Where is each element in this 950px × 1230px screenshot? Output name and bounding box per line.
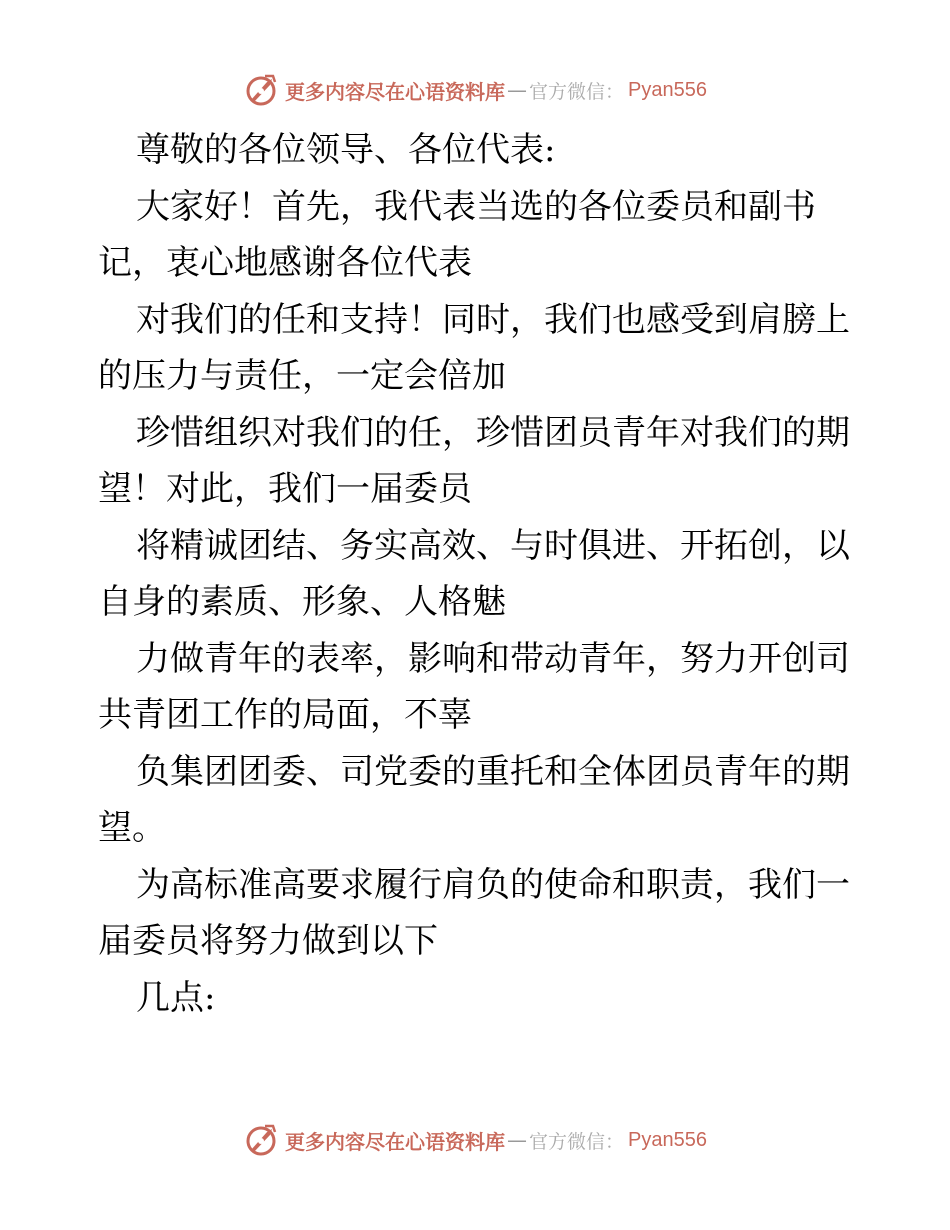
pen-nib-logo-icon: [243, 1122, 279, 1158]
paragraph-greeting: 大家好！首先，我代表当选的各位委员和副书记，衷心地感谢各位代表: [98, 186, 816, 283]
paragraph-cherish: 珍惜组织对我们的任，珍惜团员青年对我们的期望！对此，我们一届委员: [98, 412, 850, 509]
paragraph-gratitude: 对我们的任和支持！同时，我们也感受到肩膀上的压力与责任，一定会倍加: [98, 299, 850, 396]
footer-wechat-label: 官方微信：: [529, 1130, 625, 1153]
header-banner-text: 更多内容尽在心语资料库: [285, 79, 505, 104]
pen-nib-logo-icon: [243, 72, 279, 108]
header-banner-separator: —: [507, 78, 527, 102]
paragraph-expectation: 负集团团委、司党委的重托和全体团员青年的期望。: [98, 751, 850, 848]
paragraph-mission: 为高标准高要求履行肩负的使命和职责，我们一届委员将努力做到以下: [98, 864, 850, 961]
header-wechat-id: Pyan556: [628, 78, 707, 101]
paragraph-example: 力做青年的表率，影响和带动青年，努力开创司共青团工作的局面，不辜: [98, 638, 850, 735]
footer-banner: [0, 1120, 950, 1160]
footer-banner-separator: —: [507, 1128, 527, 1152]
header-banner: [0, 70, 950, 110]
paragraph-unity: 将精诚团结、务实高效、与时俱进、开拓创，以自身的素质、形象、人格魅: [98, 525, 850, 622]
footer-banner-text: 更多内容尽在心语资料库: [285, 1129, 505, 1154]
document-body: [98, 122, 858, 1026]
footer-wechat-id: Pyan556: [628, 1128, 707, 1151]
header-wechat-label: 官方微信：: [529, 80, 625, 103]
paragraph-points: 几点:: [136, 977, 216, 1018]
paragraph-salutation: 尊敬的各位领导、各位代表:: [136, 130, 556, 170]
